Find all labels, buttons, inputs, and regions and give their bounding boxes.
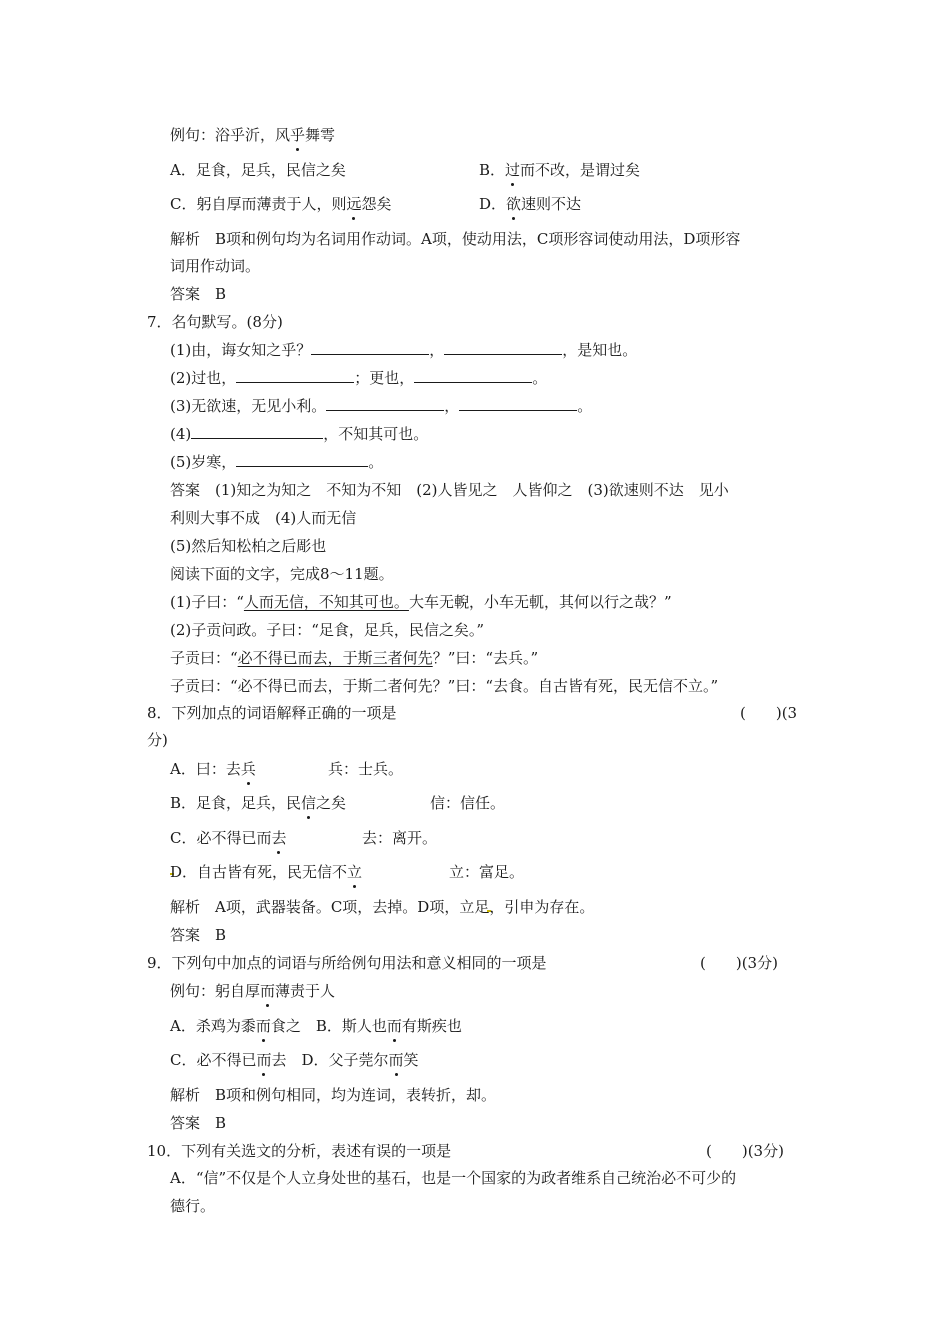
option-a-q6: A．足食，足兵，民信之矣 <box>170 161 346 179</box>
answer-q8: 答案 B <box>170 926 227 944</box>
example-sentence-q6: 例句：浴乎沂，风乎舞雩 <box>170 126 336 144</box>
question-8-stem: 8．下列加点的词语解释正确的一项是 <box>147 704 397 722</box>
answer-q7-line1: 答案 (1)知之为知之 不知为不知 (2)人皆见之 人皆仰之 (3)欲速则不达 见小 <box>170 481 729 499</box>
passage-1: (1)子曰：“人而无信，不知其可也。大车无輗，小车无軏，其何以行之哉？” <box>170 593 672 611</box>
analysis-q9: 解析 B项和例句相同，均为连词，表转折，却。 <box>170 1086 497 1104</box>
answer-blank[interactable] <box>326 396 444 411</box>
option-b-q8: B．足食，足兵，民信之矣 <box>170 794 347 812</box>
question-9-stem: 9．下列句中加点的词语与所给例句用法和意义相同的一项是 <box>147 954 547 972</box>
passage-4: 子贡曰：“必不得已而去，于斯二者何先？”曰：“去食。自古皆有死，民无信不立。” <box>170 677 719 695</box>
answer-blank[interactable] <box>191 424 323 439</box>
q7-item-4: (4) ，不知其可也。 <box>170 425 429 443</box>
q7-item-3: (3)无欲速，无见小利。 ， 。 <box>170 397 593 415</box>
q7-item-5: (5)岁寒， 。 <box>170 453 384 471</box>
reading-instruction: 阅读下面的文字，完成8～11题。 <box>170 565 394 583</box>
q7-item-1: (1)由，诲女知之乎？ ， ，是知也。 <box>170 341 638 359</box>
question-7-title: 7．名句默写。(8分) <box>147 313 283 331</box>
option-d-q8-gloss: 立：富足。 <box>449 863 525 881</box>
passage-3: 子贡曰：“必不得已而去，于斯三者何先？”曰：“去兵。” <box>170 649 539 667</box>
option-d-q6: D．欲速则不达 <box>479 195 582 213</box>
answer-q6: 答案 B <box>170 285 227 303</box>
option-c-q8-gloss: 去：离开。 <box>362 829 438 847</box>
option-a-q8-gloss: 兵：士兵。 <box>328 760 404 778</box>
option-a-q10-line1: A．“信”不仅是个人立身处世的基石，也是一个国家的为政者维系自己统治必不可少的 <box>170 1169 737 1187</box>
analysis-q6-line1: 解析 B项和例句均为名词用作动词。A项，使动用法，C项形容词使动用法，D项形容 <box>170 230 741 248</box>
analysis-q8: 解析 A项，武器装备。C项，去掉。D项，立足，引申为存在。 <box>170 898 595 916</box>
answer-blank[interactable] <box>459 396 577 411</box>
option-a-q10-line2: 德行。 <box>170 1197 216 1215</box>
question-8-score: ( )(3 <box>740 704 798 722</box>
answer-blank[interactable] <box>414 368 532 383</box>
option-b-q6: B．过而不改，是谓过矣 <box>479 161 641 179</box>
analysis-q6-line2: 词用作动词。 <box>170 257 261 275</box>
answer-q7-line2: 利则大事不成 (4)人而无信 <box>170 509 357 527</box>
question-10-stem: 10．下列有关选文的分析，表述有误的一项是 <box>147 1142 452 1160</box>
options-cd-q9: C．必不得已而去 D．父子莞尔而笑 <box>170 1051 419 1069</box>
answer-blank[interactable] <box>444 340 562 355</box>
answer-q7-line3: (5)然后知松柏之后彫也 <box>170 537 327 555</box>
answer-q9: 答案 B <box>170 1114 227 1132</box>
question-8-score-cont: 分) <box>147 731 168 749</box>
question-10-score: ( )(3分) <box>706 1142 784 1160</box>
option-d-q8: D．自古皆有死，民无信不立 <box>170 863 363 881</box>
option-c-q8: C．必不得已而去 <box>170 829 287 847</box>
example-sentence-q9: 例句：躬自厚而薄责于人 <box>170 982 336 1000</box>
option-b-q8-gloss: 信：信任。 <box>430 794 506 812</box>
option-a-q8: A．曰：去兵 <box>170 760 256 778</box>
question-9-score: ( )(3分) <box>700 954 778 972</box>
answer-blank[interactable] <box>236 368 354 383</box>
options-ab-q9: A．杀鸡为黍而食之 B．斯人也而有斯疾也 <box>170 1017 462 1035</box>
q7-item-2: (2)过也， ；更也， 。 <box>170 369 548 387</box>
answer-blank[interactable] <box>311 340 429 355</box>
option-c-q6: C．躬自厚而薄责于人，则远怨矣 <box>170 195 392 213</box>
passage-2: (2)子贡问政。子曰：“足食，足兵，民信之矣。” <box>170 621 485 639</box>
answer-blank[interactable] <box>236 452 368 467</box>
